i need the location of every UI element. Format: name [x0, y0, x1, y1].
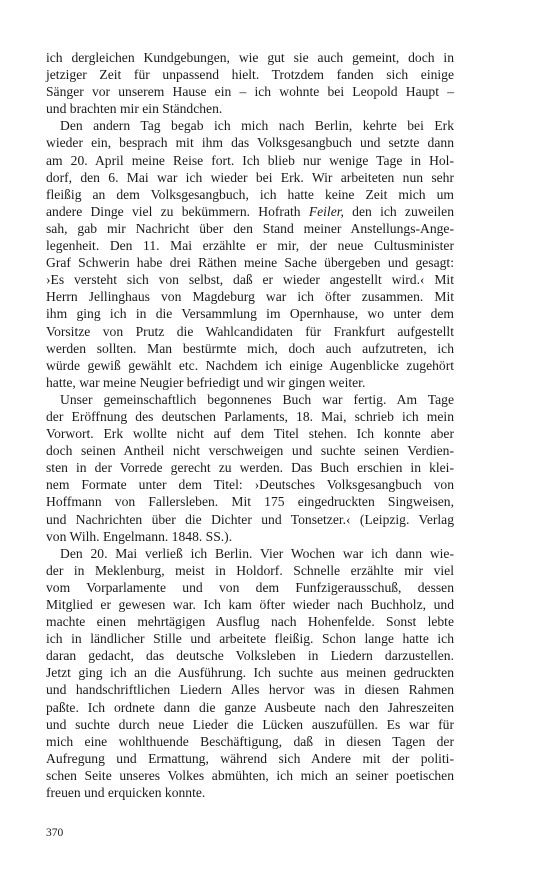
- text-line: Jetzt ging ich an die Ausführung. Ich suchte aus meinen gedruckten: [46, 665, 454, 681]
- text-line: fleißig an dem Volksgesangbuch, ich hatte keine Zeit mich um: [46, 186, 454, 202]
- text-line: machte einen mehrtägigen Ausflug nach Hohenfelde. Sonst lebte: [46, 614, 454, 630]
- text-line: Mitglied er gewesen war. Ich kam öfter wieder nach Buchholz, und: [46, 597, 454, 612]
- text-line: nem Formate unter dem Titel: ›Deutsches Volksgesangbuch von: [46, 477, 454, 493]
- text-line: und handschriftlichen Liedern Alles hervor was in diesen Rahmen: [46, 682, 454, 698]
- text-line: sah, gab mir Nachricht über den Stand meiner Anstellungs-Ange-: [46, 220, 454, 236]
- text-line: Aufregung und Ermattung, während sich Andere mit der politi-: [46, 750, 454, 766]
- text-line: doch seinen Antheil nicht verschweigen und suchte seinen Verdien-: [46, 443, 454, 459]
- text-line: von Wilh. Engelmann. 1848. SS.).: [46, 528, 233, 544]
- paragraph: [46, 49, 454, 117]
- text-line: [46, 545, 454, 562]
- text-line: freuen und erquicken konnte.: [46, 785, 206, 801]
- text-line-content: Unser gemeinschaftlich begonnenes Buch war fertig. Am Tage: [60, 391, 454, 407]
- italic-name: Feiler,: [308, 203, 344, 219]
- text-line: Sänger vor unserem Hause ein – ich wohnte bei Leopold Haupt –: [46, 84, 454, 100]
- text-line: und brachten mir ein Ständchen.: [46, 101, 223, 117]
- body-text: [46, 49, 454, 801]
- text-line: legenheit. Den 11. Mai erzählte er mir, der neue Cultusminister: [46, 238, 454, 254]
- text-line: Vorwort. Erk wollte nicht auf dem Titel stehen. Ich konnte aber: [46, 426, 454, 442]
- text-line: daran gedacht, das deutsche Volksleben in Liedern darzustellen.: [46, 648, 454, 664]
- text-line: vom Vorparlamente und von dem Funfzigerausschuß, dessen: [46, 579, 454, 595]
- text-line: Hoffmann von Fallersleben. Mit 175 eingedruckten Singweisen,: [46, 494, 454, 510]
- text-line: am 20. April meine Reise fort. Ich blieb nur wenige Tage in Hol-: [46, 152, 454, 168]
- paragraph: [46, 545, 454, 801]
- text-line: würde gewiß gewählt etc. Nachdem ich einige Augenblicke zugehört: [46, 357, 454, 373]
- text-line: ich in ländlicher Stille und arbeitete fleißig. Schon lange hatte ich: [46, 631, 454, 647]
- text-line: der Eröffnung des deutschen Parlaments, 18. Mai, schrieb ich mein: [46, 408, 454, 424]
- text-line: schen Seite unseres Volkes abmühten, ich mich an seiner poetischen: [46, 767, 454, 783]
- text-line: ich dergleichen Kundgebungen, wie gut sie auch gemeint, doch in: [46, 50, 454, 65]
- text-line: paßte. Ich ordnete dann die ganze Ausbeute nach den Jahreszeiten: [46, 699, 454, 715]
- text-line: mich eine wohlthuende Beschäftigung, daß in diesen Tagen der: [46, 733, 454, 749]
- text-line: ›Es versteht sich von selbst, daß er wieder angestellt wird.‹ Mit: [46, 272, 454, 288]
- text-line: sten in der Vorrede gerecht zu werden. Das Buch erschien in klei-: [46, 460, 454, 476]
- text-line: und Nachrichten über die Dichter und Tonsetzer.‹ (Leipzig. Verlag: [46, 511, 454, 527]
- paragraph: [46, 391, 454, 545]
- text-line: Vorsitze von Prutz die Wahlcandidaten für Frankfurt aufgestellt: [46, 323, 454, 339]
- text-line: dorf, den 6. Mai war ich wieder bei Erk. Wir arbeiteten nun sehr: [46, 169, 454, 185]
- text-line: andere Dinge viel zu bekümmern. Hofrath Feiler, den ich zuweilen: [46, 203, 454, 219]
- text-line: Graf Schwerin habe drei Räthen meine Sache übergeben und gesagt:: [46, 255, 454, 271]
- text-line-content: Den andern Tag begab ich mich nach Berlin, kehrte bei Erk: [60, 118, 454, 134]
- text-line: hatte, war meine Neugier befriedigt und wir gingen weiter.: [46, 374, 366, 390]
- text-line: [46, 391, 454, 408]
- text-line: und suchte durch neue Lieder die Lücken auszufüllen. Es war für: [46, 716, 454, 732]
- text-line-content: Den 20. Mai verließ ich Berlin. Vier Wochen war ich dann wie-: [60, 545, 454, 561]
- text-line: werden sollten. Man bestürmte mich, doch auch aufzutreten, ich: [46, 340, 454, 356]
- text-line: [46, 117, 454, 134]
- text-line: Herrn Jellinghaus von Magdeburg war ich öfter zusammen. Mit: [46, 289, 454, 305]
- text-line: ihm ging ich in die Versammlung im Opernhause, wo unter dem: [46, 306, 454, 322]
- text-line: jetziger Zeit für unpassend hielt. Trotzdem fanden sich einige: [46, 67, 454, 83]
- page-number: 370: [46, 827, 64, 839]
- paragraph: [46, 117, 454, 391]
- text-line: wieder ein, besprach mit ihm das Volksgesangbuch und setzte dann: [46, 135, 454, 151]
- text-line: der in Meklenburg, meist in Holdorf. Schnelle erzählte mir viel: [46, 562, 454, 578]
